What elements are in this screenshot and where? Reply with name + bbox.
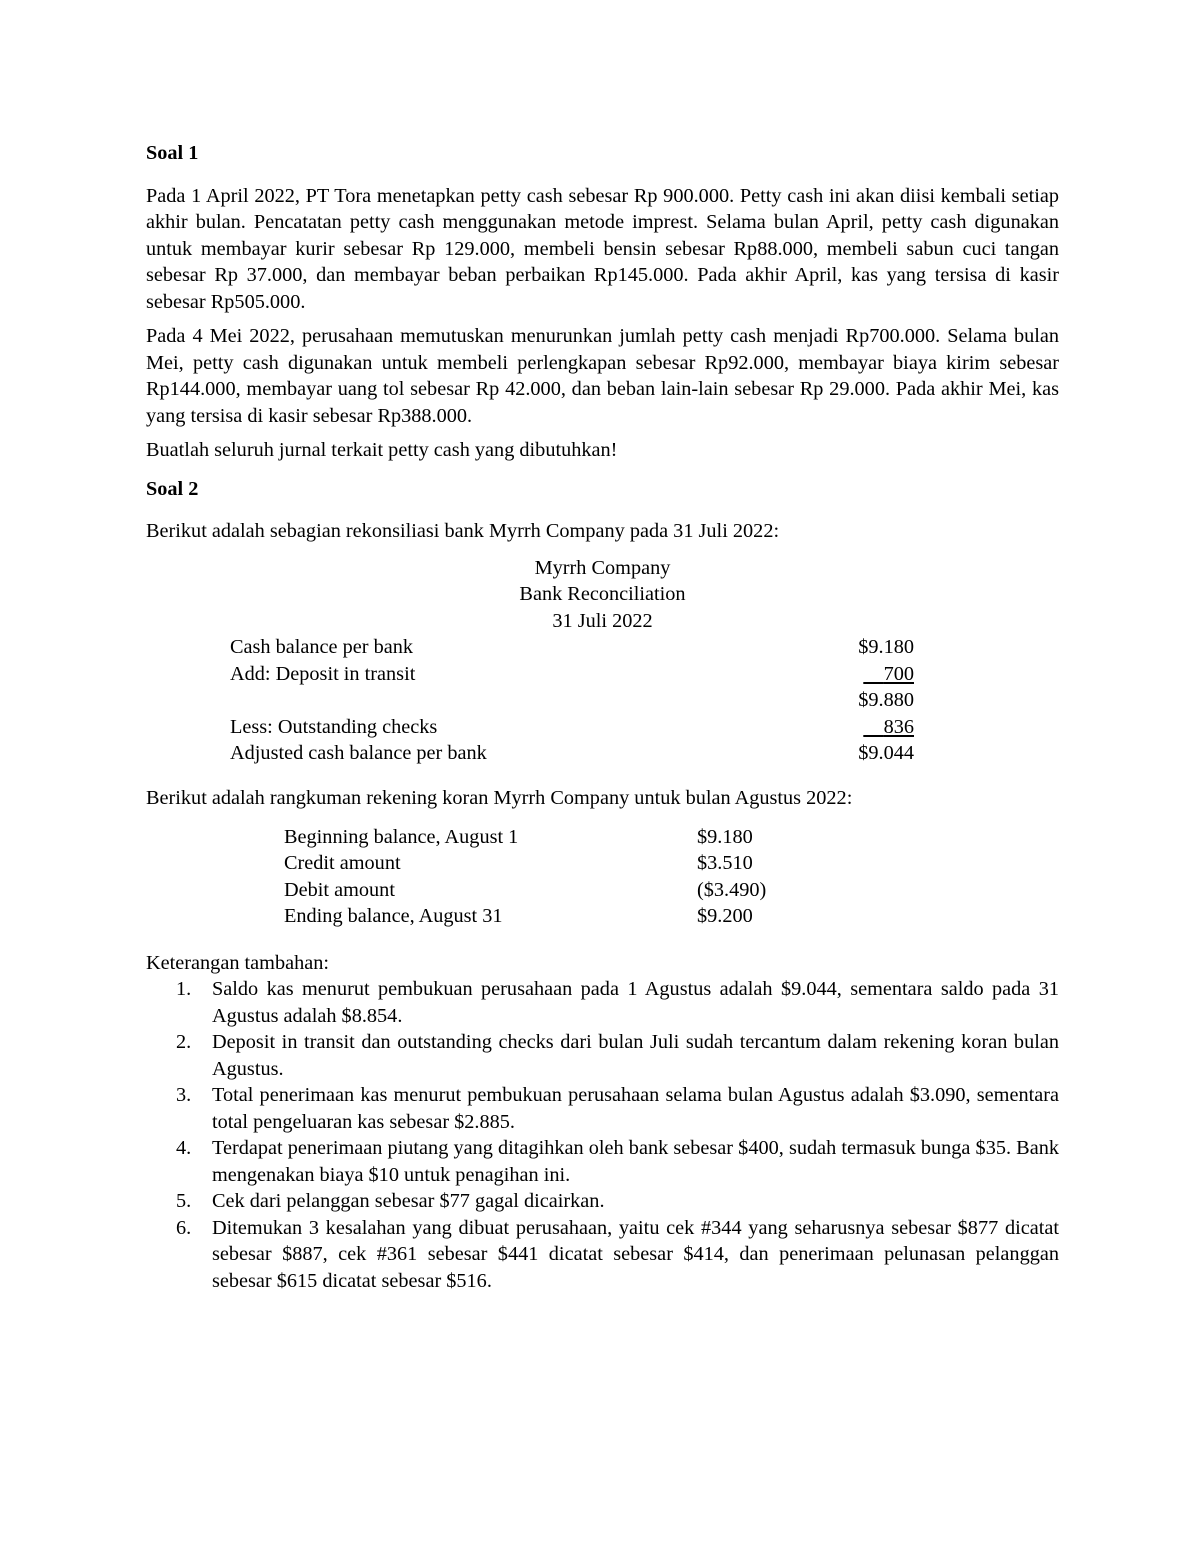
list-number: 5. <box>176 1190 192 1212</box>
recon-value-text: 836 <box>883 715 914 738</box>
summary-row <box>284 903 784 930</box>
recon-company: Myrrh Company <box>534 556 671 579</box>
list-text: Ditemukan 3 kesalahan yang dibuat perusahaan, yaitu cek #344 yang seharusnya sebesar $877 dicatat sebesar $887, cek #361 sebesar $441 dicatat sebesar $414, dan penerimaan pelunasan pelanggan sebesar $615 dicatat sebesar $516. <box>212 1216 1059 1292</box>
soal2-intro: Berikut adalah sebagian rekonsiliasi bank Myrrh Company pada 31 Juli 2022: <box>146 520 780 542</box>
summary-row <box>284 850 784 877</box>
list-text: Cek dari pelanggan sebesar $77 gagal dicairkan. <box>212 1190 605 1212</box>
recon-title: Bank Reconciliation <box>519 583 686 605</box>
recon-row <box>230 634 914 661</box>
summary-label: Credit amount <box>284 852 401 874</box>
list-item <box>146 1029 1059 1082</box>
recon-value: $9.044 <box>858 742 914 764</box>
recon-row <box>230 661 914 688</box>
list-item <box>146 1188 1059 1215</box>
document-page <box>146 140 1059 1294</box>
notes-heading: Keterangan tambahan: <box>146 951 330 974</box>
summary-value: $9.180 <box>697 825 753 848</box>
recon-label: Less: Outstanding checks <box>230 715 438 738</box>
summary-value: $9.200 <box>697 905 753 927</box>
summary-label: Debit amount <box>284 878 395 901</box>
statement-summary <box>146 824 1059 930</box>
soal2-intro-2: Berikut adalah rangkuman rekening koran Myrrh Company untuk bulan Agustus 2022: <box>146 787 853 809</box>
list-number: 1. <box>176 978 192 1000</box>
summary-value: ($3.490) <box>697 878 767 901</box>
recon-row <box>230 714 914 741</box>
list-item <box>146 1215 1059 1295</box>
recon-row <box>230 740 914 767</box>
recon-value: $9.880 <box>858 689 914 711</box>
recon-value <box>863 661 914 688</box>
list-number: 4. <box>176 1137 192 1159</box>
list-number: 6. <box>176 1216 192 1239</box>
soal1-heading: Soal 1 <box>146 142 199 164</box>
soal1-paragraph-1: Pada 1 April 2022, PT Tora menetapkan petty cash sebesar Rp 900.000. Petty cash ini akan diisi kembali setiap akhir bulan. Pencatatan petty cash menggunakan metode imprest. Selama bulan April, petty cash digunakan untuk membayar kurir sebesar Rp 129.000, membeli bensin sebesar Rp88.000, membeli sabun cuci tangan sebesar Rp 37.000, dan membayar beban perbaikan Rp145.000. Pada akhir April, kas yang tersisa di kasir sebesar Rp505.000. <box>146 184 1059 313</box>
list-text: Deposit in transit dan outstanding checks dari bulan Juli sudah tercantum dalam rekening koran bulan Agustus. <box>212 1031 1059 1080</box>
list-item <box>146 976 1059 1029</box>
recon-label: Add: Deposit in transit <box>230 662 416 685</box>
recon-header <box>146 555 1059 635</box>
summary-row <box>284 824 784 851</box>
recon-value: $9.180 <box>858 636 914 658</box>
recon-date: 31 Juli 2022 <box>552 609 653 632</box>
list-text: Total penerimaan kas menurut pembukuan perusahaan selama bulan Agustus adalah $3.090, sementara total pengeluaran kas sebesar $2.885. <box>212 1084 1059 1133</box>
recon-label: Adjusted cash balance per bank <box>230 742 487 764</box>
summary-value: $3.510 <box>697 852 753 874</box>
list-item <box>146 1135 1059 1188</box>
notes-list <box>146 976 1059 1294</box>
summary-label: Beginning balance, August 1 <box>284 825 519 848</box>
recon-label: Cash balance per bank <box>230 636 414 658</box>
recon-row <box>230 687 914 714</box>
recon-value <box>863 714 914 741</box>
recon-value-text: 700 <box>883 662 914 685</box>
recon-table <box>146 634 1059 767</box>
soal1-instruction: Buatlah seluruh jurnal terkait petty cash yang dibutuhkan! <box>146 439 618 461</box>
list-number: 2. <box>176 1031 192 1053</box>
list-text: Terdapat penerimaan piutang yang ditagihkan oleh bank sebesar $400, sudah termasuk bunga $35. Bank mengenakan biaya $10 untuk penagihan ini. <box>212 1137 1059 1186</box>
summary-label: Ending balance, August 31 <box>284 905 503 927</box>
list-number: 3. <box>176 1084 192 1106</box>
list-item <box>146 1082 1059 1135</box>
soal1-paragraph-2: Pada 4 Mei 2022, perusahaan memutuskan menurunkan jumlah petty cash menjadi Rp700.000. Selama bulan Mei, petty cash digunakan untuk membeli perlengkapan sebesar Rp92.000, membayar biaya kirim sebesar Rp144.000, membayar uang tol sebesar Rp 42.000, dan beban lain-lain sebesar Rp 29.000. Pada akhir Mei, kas yang tersisa di kasir sebesar Rp388.000. <box>146 325 1059 427</box>
list-text: Saldo kas menurut pembukuan perusahaan pada 1 Agustus adalah $9.044, sementara saldo pada 31 Agustus adalah $8.854. <box>212 978 1059 1027</box>
soal2-heading: Soal 2 <box>146 477 199 500</box>
summary-row <box>284 877 784 904</box>
